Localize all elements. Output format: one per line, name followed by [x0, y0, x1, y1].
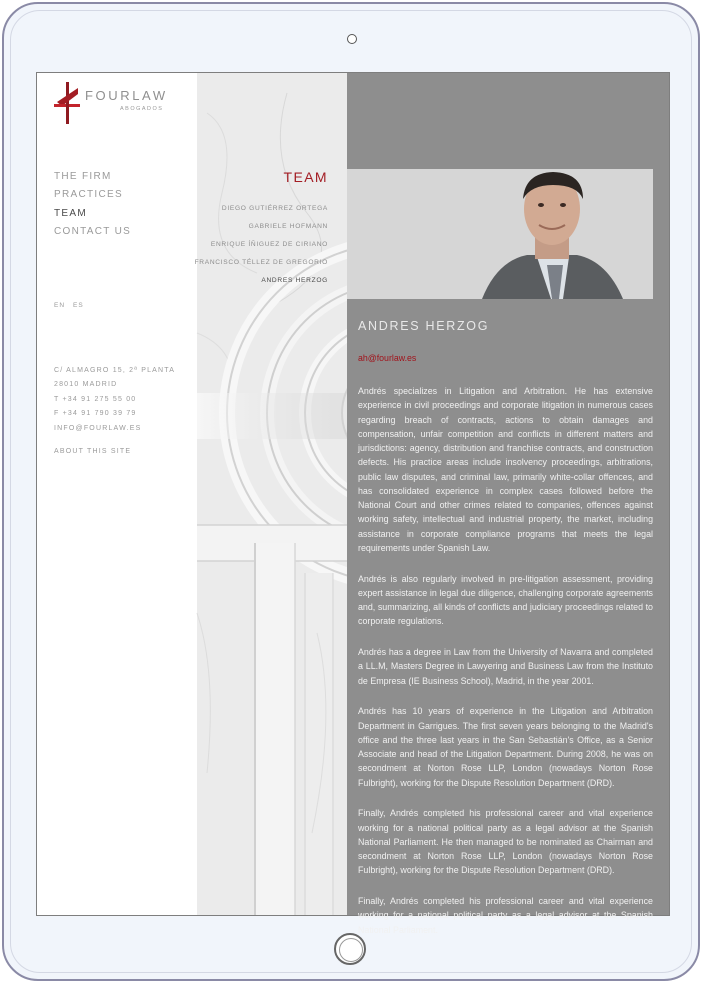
- bio-paragraph: Andrés specializes in Litigation and Arbitration. He has extensive experience in civil proceedings and corporate litigation in numerous cases regarding breach of contracts, actions to obtain damages and compensation, unfair competition and conflicts in different matters and jurisdictions: agency, distribution and franchise contracts, and construction defects. His practice areas include insolvency proceedings, arbitrations, public law disputes, and criminal law, primarily white-collar offences, and has consolidated experience in complex cases followed before the National Court and other crimes related to companies, offences against working safety, intellectual and industrial property, the market, including assistance in corporate compliance programs that meets the legal requirements under Spanish Law.: [358, 386, 653, 553]
- profile-email-link[interactable]: ah@fourlaw.es: [358, 353, 417, 363]
- team-member-link[interactable]: DIEGO GUTIÉRREZ ORTEGA: [221, 205, 328, 212]
- nav-item-contact-us[interactable]: CONTACT US: [54, 225, 132, 237]
- team-heading: TEAM: [283, 169, 328, 185]
- lang-es[interactable]: ES: [73, 302, 84, 309]
- bio-paragraph: Andrés has a degree in Law from the University of Navarra and completed a LL.M, Masters Degree in Lawyering and Business Law from the Instituto de Empresa (IE Business School), Madrid, in the year 2001.: [358, 647, 653, 686]
- contact-email[interactable]: INFO@FOURLAW.ES: [54, 424, 142, 432]
- profile-panel: [347, 73, 669, 935]
- screen: [36, 72, 670, 935]
- phone[interactable]: T +34 91 275 55 00: [54, 395, 137, 403]
- portrait-image: [347, 169, 653, 299]
- address-line-2: 28010 MADRID: [54, 381, 118, 389]
- camera: [347, 34, 357, 44]
- left-sidebar: [37, 73, 197, 915]
- bio-paragraph: Andrés has 10 years of experience in the Litigation and Arbitration Department in Garrigues. The first seven years belonging to the Madrid's office and the three last years in the San Sebastián's Office, as a Senior Associate and head of the Litigation Department. During 2008, he was on secondment at Norton Rose LLP, London (nowadays Norton Rose Fulbright), working for the Dispute Resolution Department (DRD).: [358, 706, 653, 788]
- team-member-link-active[interactable]: ANDRES HERZOG: [261, 277, 328, 284]
- bio-paragraph: Finally, Andrés completed his professional career and vital experience working for a national political party as a legal advisor at the Spanish National Parliament. He then managed to be nominated as Chairman and secondment at Norton Rose LLP, London (nowadays Norton Rose Fulbright), working for the Dispute Resolution Department (DRD).: [358, 808, 653, 876]
- logo-tagline: ABOGADOS: [120, 106, 164, 112]
- profile-bio: [358, 384, 653, 953]
- team-member-link[interactable]: GABRIELE HOFMANN: [248, 223, 328, 230]
- logo-mark-icon: [54, 82, 80, 124]
- nav-item-team[interactable]: TEAM: [54, 207, 87, 219]
- about-this-site-link[interactable]: ABOUT THIS SITE: [54, 448, 132, 455]
- bio-paragraph: Andrés is also regularly involved in pre-litigation assessment, providing expert assistance in legal due diligence, challenging corporate agreements and, summarizing, all kinds of conflicts and judiciary proceedings related to corporate regulations.: [358, 573, 653, 627]
- team-member-list: [195, 204, 328, 294]
- main-nav: [54, 171, 131, 244]
- fax: F +34 91 790 39 79: [54, 410, 137, 418]
- lang-en[interactable]: EN: [54, 302, 66, 309]
- team-menu-panel: [194, 73, 347, 915]
- nav-item-practices[interactable]: PRACTICES: [54, 189, 123, 201]
- team-member-link[interactable]: ENRIQUE ÍÑIGUEZ DE CIRIANO: [210, 241, 328, 248]
- logo[interactable]: [54, 82, 174, 126]
- language-switcher: [54, 302, 92, 309]
- profile-name: ANDRES HERZOG: [358, 319, 490, 333]
- marble-relief-background: [194, 73, 347, 915]
- nav-item-the-firm[interactable]: THE FIRM: [54, 171, 112, 182]
- contact-block: [54, 364, 175, 436]
- logo-name: FOURLAW: [85, 88, 168, 103]
- bio-paragraph: Finally, Andrés completed his professional career and vital experience working for a national political party as a legal advisor at the Spanish National Parliament.: [358, 896, 653, 935]
- profile-photo: [347, 169, 653, 299]
- team-member-link[interactable]: FRANCISCO TÉLLEZ DE GREGORIO: [194, 259, 328, 266]
- address-line-1: C/ ALMAGRO 15, 2ª PLANTA: [54, 367, 176, 374]
